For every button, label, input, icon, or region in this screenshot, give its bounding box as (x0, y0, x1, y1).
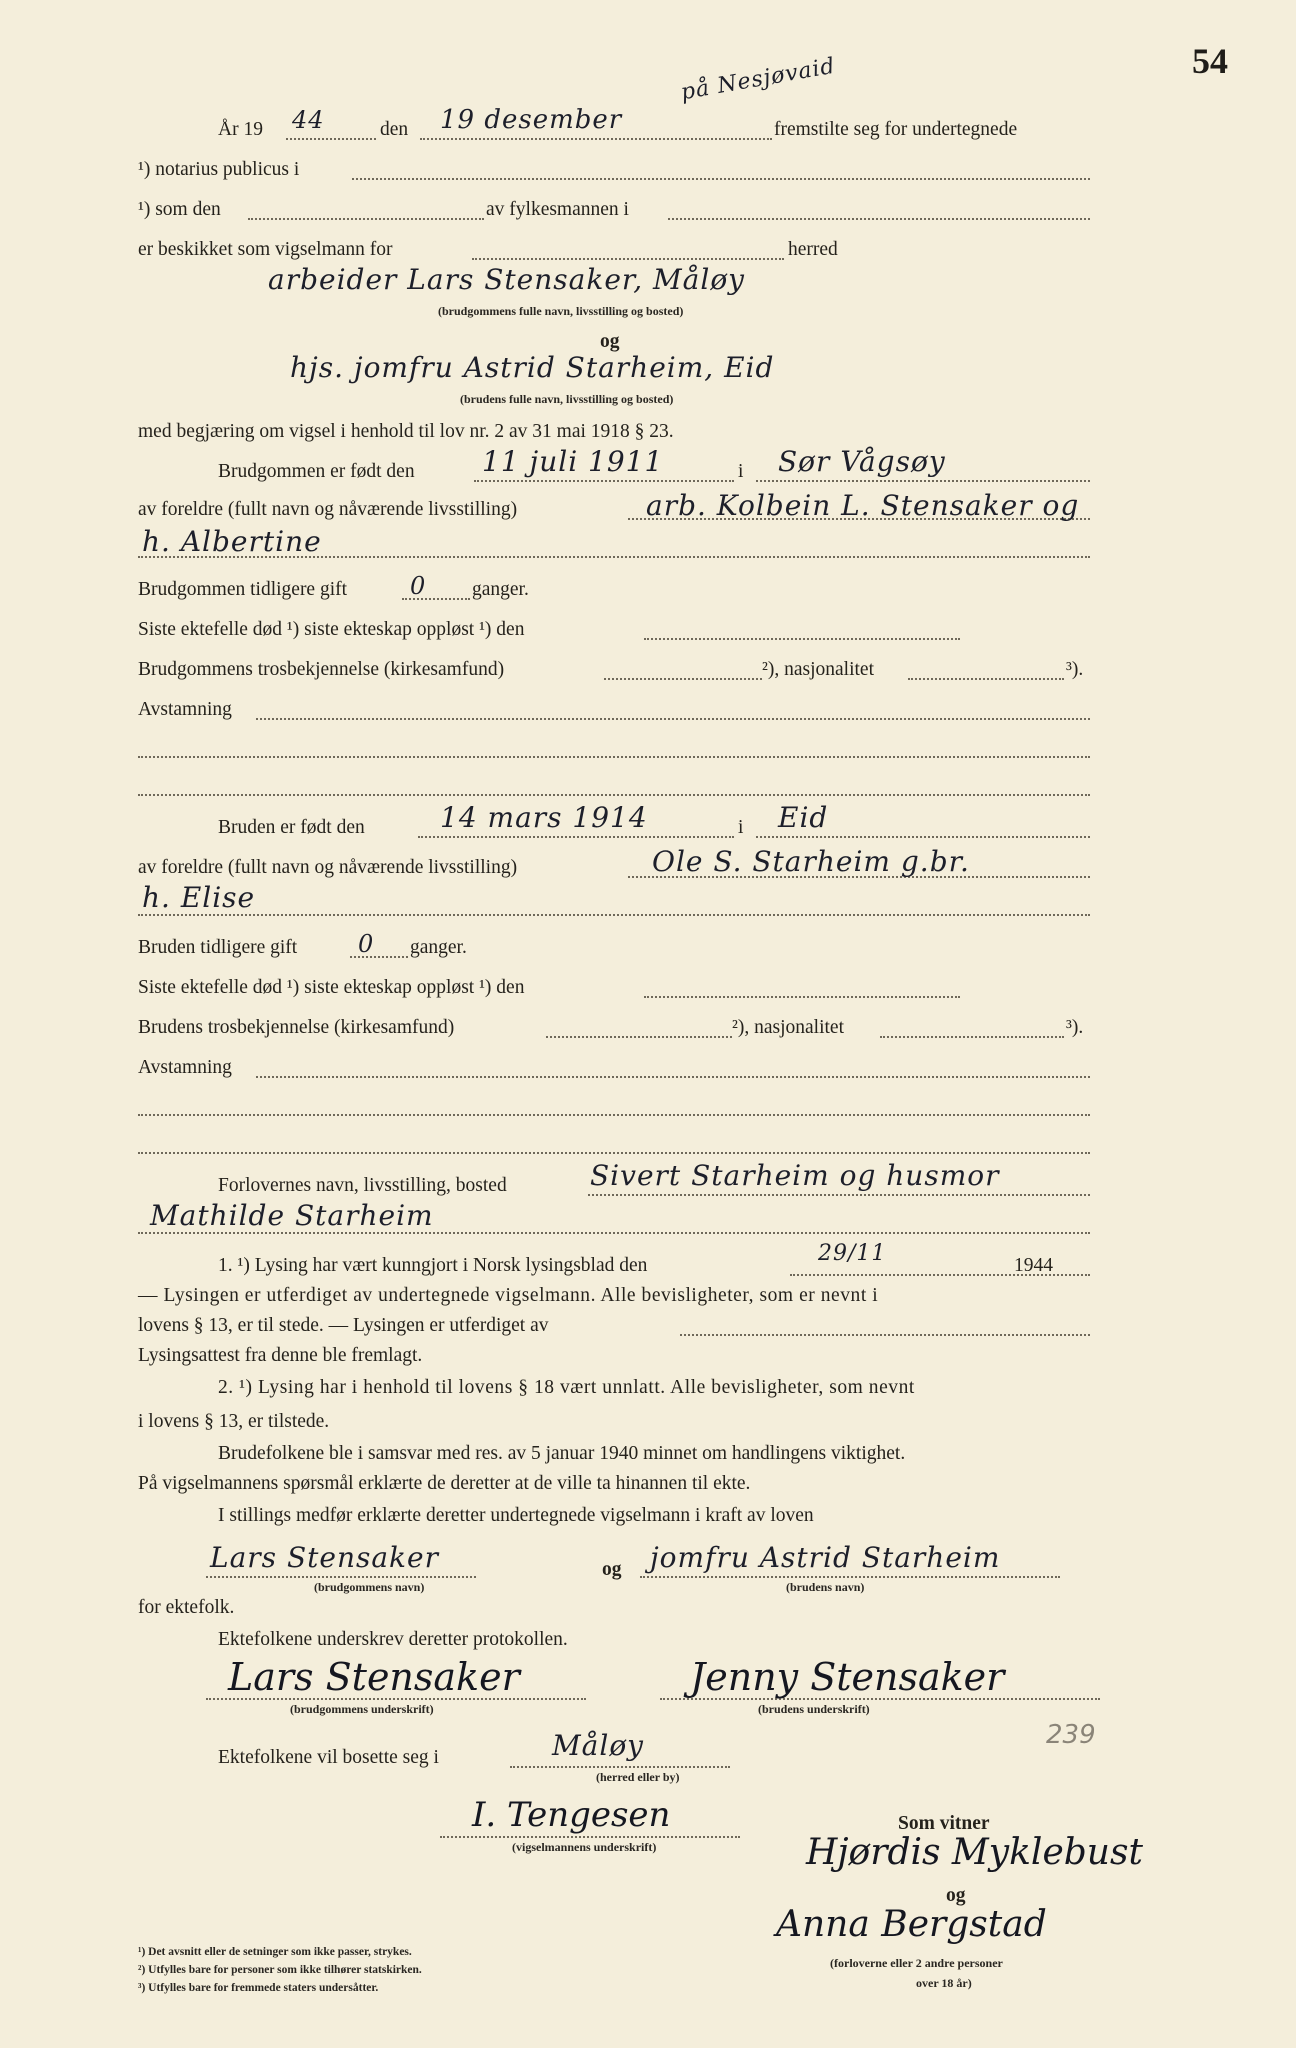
groom-parents-hw: arb. Kolbein L. Stensaker og (646, 489, 1080, 522)
year-line (286, 138, 376, 140)
officiant-caption: (vigselmannens underskrift) (512, 1840, 657, 1854)
settle-line (510, 1766, 730, 1768)
witnesses-sign-label: Som vitner (898, 1813, 990, 1834)
settle-caption: (herred eller by) (596, 1770, 680, 1784)
groom-born-label: Brudgommen er født den (218, 461, 415, 482)
p1-line2: — Lysingen er utferdiget av undertegnede vigselmann. Alle bevisligheter, som er nevnt i (138, 1285, 879, 1306)
notarius-label: ¹) notarius publicus i (138, 159, 300, 180)
year-prefix: År 19 (218, 119, 263, 140)
witnesses-hw2: Mathilde Starheim (150, 1199, 434, 1232)
p1-line4: Lysingsattest fra denne ble fremlagt. (138, 1345, 423, 1366)
groom-parents-hw2: h. Albertine (142, 525, 322, 558)
p3-line2: På vigselmannens spørsmål erklærte de deretter at de ville ta hinannen til ekte. (138, 1473, 751, 1494)
groom-born-place: Sør Vågsøy (778, 445, 946, 478)
date-line (420, 138, 772, 140)
bride-parents-hw2: h. Elise (142, 881, 256, 914)
groom-prev-count: 0 (410, 572, 427, 600)
bride-descent-line3 (138, 1152, 1090, 1154)
groom-descent-line2 (138, 756, 1090, 758)
groom-place-line (756, 480, 1090, 482)
groom-parents-label: av foreldre (fullt navn og nåværende livsstilling) (138, 499, 518, 520)
groom-prev-label: Brudgommen tidligere gift (138, 579, 348, 600)
bride-religion-label: Brudens trosbekjennelse (kirkesamfund) (138, 1017, 455, 1038)
decl-groom-hw: Lars Stensaker (210, 1541, 439, 1574)
witnesses-hw: Sivert Starheim og husmor (590, 1159, 1000, 1192)
p4-line1: I stillings medfør erklærte deretter undertegnede vigselmann i kraft av loven (218, 1505, 814, 1526)
bride-caption: (brudens fulle navn, livsstilling og bosted) (460, 392, 674, 406)
bride-religion-line (546, 1036, 732, 1038)
witness-signature-2: Anna Bergstad (776, 1904, 1047, 1945)
groom-caption: (brudgommens fulle navn, livsstilling og bosted) (438, 304, 684, 318)
decl-bride-caption: (brudens navn) (786, 1580, 865, 1594)
som-den-label: ¹) som den (138, 199, 221, 220)
bride-parents-hw: Ole S. Starheim g.br. (652, 845, 970, 878)
groom-handwritten: arbeider Lars Stensaker, Måløy (268, 263, 745, 296)
og-label: og (600, 331, 620, 352)
p1-date-hw: 29/11 (818, 1241, 887, 1266)
decl-bride-hw: jomfru Astrid Starheim (650, 1541, 1001, 1574)
bride-spouse-dead-label: Siste ektefelle død ¹) siste ekteskap oppløst ¹) den (138, 977, 525, 998)
groom-spouse-dead-line (644, 638, 960, 640)
groom-signature-caption: (brudgommens underskrift) (290, 1702, 434, 1716)
bride-nationality-line (880, 1036, 1064, 1038)
bride-born-line (418, 836, 734, 838)
witnesses-line (588, 1194, 1090, 1196)
som-den-line (248, 218, 484, 220)
witnesses-line2 (138, 1232, 1090, 1234)
groom-i-label: i (738, 461, 744, 482)
bride-parents-label: av foreldre (fullt navn og nåværende livsstilling) (138, 857, 518, 878)
bride-nationality-label: ²), nasjonalitet (732, 1017, 844, 1038)
bride-signature-caption: (brudens underskrift) (758, 1702, 870, 1716)
bride-born-label: Bruden er født den (218, 817, 365, 838)
decl-og-label: og (602, 1559, 622, 1580)
witnesses-label: Forlovernes navn, livsstilling, bosted (218, 1175, 507, 1196)
groom-religion-label: Brudgommens trosbekjennelse (kirkesamfund) (138, 659, 505, 680)
bride-spouse-dead-line (644, 996, 960, 998)
groom-ganger-label: ganger. (472, 579, 529, 600)
groom-born-date: 11 juli 1911 (482, 445, 664, 478)
bride-i-label: i (738, 817, 744, 838)
witness-signature-1: Hjørdis Myklebust (806, 1832, 1143, 1873)
p2-line1: 2. ¹) Lysing har i henhold til lovens § 18 vært unnlatt. Alle bevisligheter, som nevnt (218, 1377, 915, 1398)
for-ektefolk: for ektefolk. (138, 1597, 235, 1618)
groom-nationality-line (908, 678, 1064, 680)
footnote-3: ³) Utfylles bare for fremmede staters undersåtter. (138, 1982, 379, 1994)
fremstilte-label: fremstilte seg for undertegnede (774, 119, 1018, 140)
pencil-note: 239 (1046, 1720, 1096, 1750)
p1-utferdiget-line (680, 1334, 1090, 1336)
herred-label: herred (788, 239, 838, 260)
footnote-1: ¹) Det avsnitt eller de setninger som ikke passer, strykes. (138, 1946, 412, 1958)
bride-footnote3: ³). (1066, 1017, 1084, 1038)
settle-place: Måløy (552, 1729, 644, 1762)
bride-descent-line (256, 1076, 1090, 1078)
bride-descent-line2 (138, 1114, 1090, 1116)
groom-descent-label: Avstamning (138, 699, 232, 720)
p1-line1: 1. ¹) Lysing har vært kunngjort i Norsk lysingsblad den (218, 1255, 648, 1276)
groom-descent-line3 (138, 794, 1090, 796)
notarius-line (352, 178, 1090, 180)
officiant-signature: I. Tengesen (472, 1795, 671, 1835)
fylkesmannen-label: av fylkesmannen i (486, 199, 629, 220)
groom-nationality-label: ²), nasjonalitet (762, 659, 874, 680)
settle-text: Ektefolkene vil bosette seg i (218, 1747, 439, 1768)
groom-spouse-dead-label: Siste ektefelle død ¹) siste ekteskap oppløst ¹) den (138, 619, 525, 640)
place-handwritten: på Nesjøvaid (678, 53, 838, 106)
date-handwritten: 19 desember (440, 105, 623, 135)
groom-religion-line (604, 678, 762, 680)
groom-descent-line (256, 718, 1090, 720)
page-number: 54 (1192, 41, 1228, 81)
p1-line3: lovens § 13, er til stede. — Lysingen er utferdiget av (138, 1315, 549, 1336)
decl-bride-line (640, 1576, 1060, 1578)
groom-born-line (474, 480, 734, 482)
bride-born-place: Eid (778, 801, 829, 834)
bride-place-line (756, 836, 1090, 838)
fylkesmannen-line (668, 218, 1090, 220)
witnesses-caption-1: (forloverne eller 2 andre personer (830, 1956, 1003, 1970)
year-handwritten: 44 (292, 106, 325, 134)
groom-footnote3: ³). (1066, 659, 1084, 680)
decl-groom-line (206, 1576, 476, 1578)
bride-signature: Jenny Stensaker (690, 1655, 1005, 1699)
bride-born-date: 14 mars 1914 (440, 801, 648, 834)
officiant-line (440, 1836, 740, 1838)
protocol-text: Ektefolkene underskrev deretter protokollen. (218, 1629, 568, 1650)
beskikket-label: er beskikket som vigselmann for (138, 239, 393, 260)
den-label: den (380, 119, 409, 140)
groom-signature: Lars Stensaker (228, 1655, 520, 1699)
bride-handwritten: hjs. jomfru Astrid Starheim, Eid (290, 351, 775, 384)
herred-line (472, 258, 784, 260)
decl-groom-caption: (brudgommens navn) (314, 1580, 425, 1594)
bride-ganger-label: ganger. (410, 937, 467, 958)
bride-prev-label: Bruden tidligere gift (138, 937, 298, 958)
bride-prev-count: 0 (358, 930, 375, 958)
bride-descent-label: Avstamning (138, 1057, 232, 1078)
p2-line2: i lovens § 13, er tilstede. (138, 1411, 330, 1432)
witnesses-caption-2: over 18 år) (916, 1976, 972, 1990)
witnesses-og-label: og (946, 1885, 966, 1906)
p3-line1: Brudefolkene ble i samsvar med res. av 5 januar 1940 minnet om handlingens viktighet. (218, 1443, 906, 1464)
p1-year: 1944 (1014, 1255, 1053, 1276)
bride-parents-line2 (138, 914, 1090, 916)
begjaring-text: med begjæring om vigsel i henhold til lov nr. 2 av 31 mai 1918 § 23. (138, 421, 674, 442)
footnote-2: ²) Utfylles bare for personer som ikke tilhører statskirken. (138, 1964, 422, 1976)
